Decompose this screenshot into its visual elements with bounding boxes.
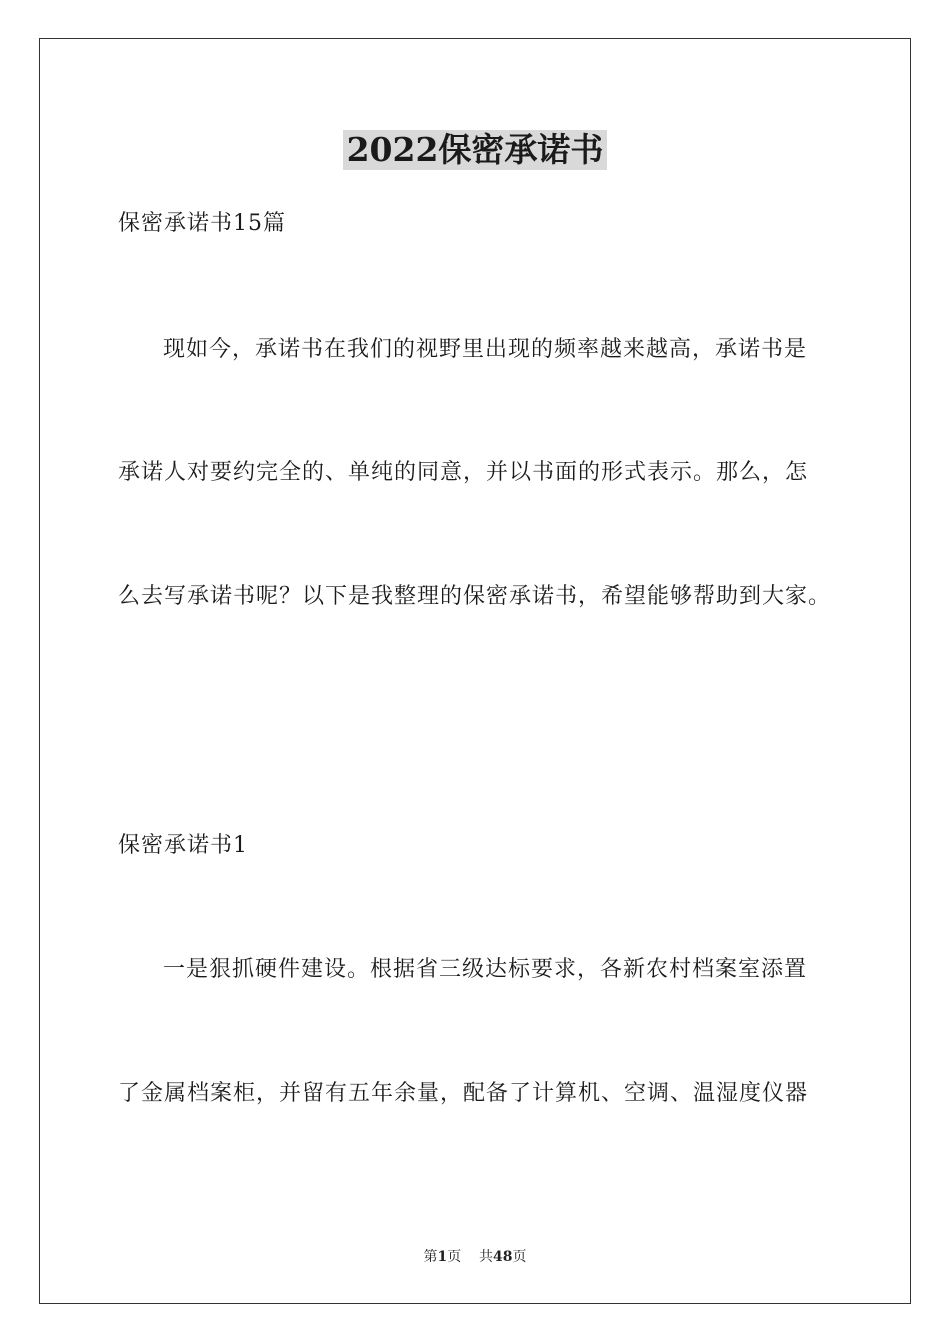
- section-heading: 保密承诺书1: [118, 833, 248, 858]
- section-line-2: 了金属档案柜，并留有五年余量，配备了计算机、空调、温湿度仪器: [118, 1081, 809, 1106]
- page-prefix: 第: [423, 1249, 438, 1265]
- total-prefix: 共: [479, 1249, 494, 1265]
- intro-line-1: 现如今，承诺书在我们的视野里出现的频率越来越高，承诺书是: [163, 337, 808, 362]
- page-footer: [0, 1247, 950, 1267]
- total-suffix: 页: [512, 1249, 527, 1265]
- total-pages: 48: [493, 1249, 513, 1265]
- document-title-text: 2022保密承诺书: [343, 130, 608, 170]
- document-title: [0, 130, 950, 176]
- page-number: 1: [437, 1249, 448, 1265]
- intro-line-2: 承诺人对要约完全的、单纯的同意，并以书面的形式表示。那么，怎: [118, 460, 809, 485]
- page-suffix: 页: [447, 1249, 462, 1265]
- document-subtitle: 保密承诺书15篇: [118, 211, 286, 236]
- section-line-1: 一是狠抓硬件建设。根据省三级达标要求，各新农村档案室添置: [163, 957, 808, 982]
- intro-line-3: 么去写承诺书呢？以下是我整理的保密承诺书，希望能够帮助到大家。: [118, 584, 832, 609]
